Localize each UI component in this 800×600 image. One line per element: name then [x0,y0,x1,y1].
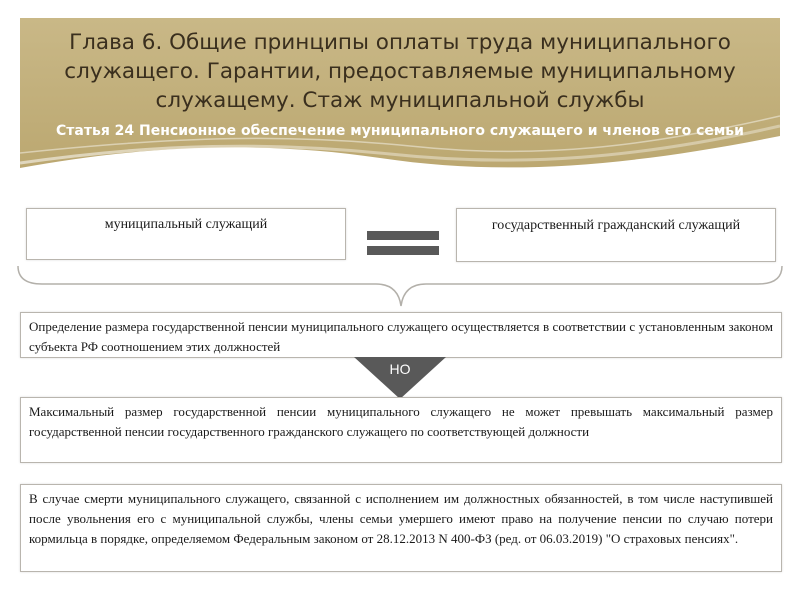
header-banner [20,18,780,193]
municipal-employee-label: муниципальный служащий [104,217,268,232]
state-civil-servant-label: государственный гражданский служащий [491,218,741,233]
pension-determination-text: Определение размера государственной пенсии муниципального служащего осуществляется в соответствии с установленным законом субъекта РФ соотношением этих должностей [29,319,773,354]
municipal-employee-box [26,208,346,260]
survivor-pension-box [20,484,782,572]
pension-determination-box [20,312,782,358]
max-pension-text: Максимальный размер государственной пенсии муниципального служащего не может превышать максимальный размер государственной пенсии государственного гражданского служащего по соответствующей должности [29,404,773,439]
page-title: Глава 6. Общие принципы оплаты труда муниципального служащего. Гарантии, предоставляемые муниципальному служащему. Стаж муниципальной службы [64,30,736,113]
curly-brace-icon [14,262,788,308]
equals-icon [367,231,439,257]
max-pension-box [20,397,782,463]
state-civil-servant-box [456,208,776,262]
article-subtitle: Статья 24 Пенсионное обеспечение муниципального служащего и членов его семьи [56,123,744,139]
no-badge-label: НО [389,361,411,377]
survivor-pension-text: В случае смерти муниципального служащего, связанной с исполнением им должностных обязанностей, в том числе наступившей после увольнения его с муниципальной службы, члены семьи умершего имеют право на получение пенсии по случаю потери кормильца в порядке, определяемом Федеральным законом от 28.12.2013 N 400-ФЗ (ред. от 06.03.2019) "О страховых пенсиях". [29,491,773,546]
